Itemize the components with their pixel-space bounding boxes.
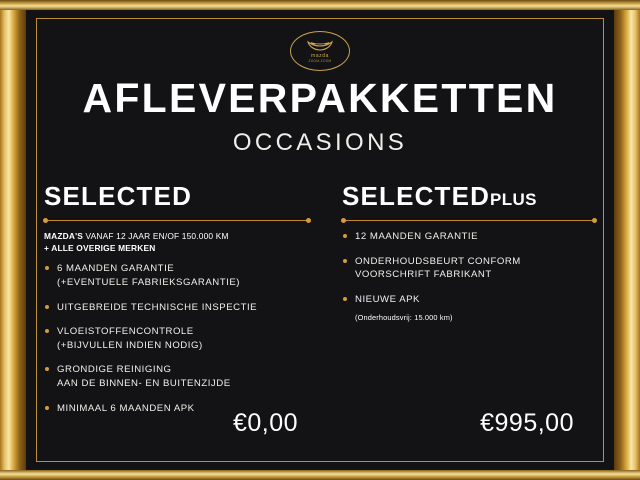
packages-columns: [44, 183, 596, 426]
list-item: [342, 255, 596, 282]
feature-sub: (+EVENTUELE FABRIEKSGARANTIE): [57, 276, 240, 288]
brand-name: mazda: [310, 52, 329, 59]
gold-border-bottom: [0, 470, 640, 480]
bullet-icon: [343, 259, 347, 263]
page-subtitle: OCCASIONS: [232, 129, 408, 156]
mazda-logo-icon: [290, 31, 350, 71]
package-column-selected: [44, 183, 320, 426]
feature-sub: AAN DE BINNEN- EN BUITENZIJDE: [57, 378, 231, 390]
bullet-icon: [343, 297, 347, 301]
bullet-icon: [45, 266, 49, 270]
feature-main: GRONDIGE REINIGING: [57, 364, 172, 376]
list-item: [342, 293, 596, 307]
note-rest: VANAF 12 JAAR EN/OF 150.000 KM: [83, 231, 229, 241]
package-title-selected-plus: [342, 183, 596, 209]
divider-rule-right: [342, 220, 596, 221]
feature-main: 12 MAANDEN GARANTIE: [355, 231, 479, 242]
poster-inner: [26, 10, 614, 470]
feature-main: 6 MAANDEN GARANTIE: [57, 263, 175, 275]
feature-list-selected-plus: [342, 230, 596, 306]
poster-content: [44, 24, 596, 456]
gold-border-top: [0, 0, 640, 10]
rule-dot-right: [592, 218, 597, 223]
bullet-icon: [45, 329, 49, 333]
note-line2: + ALLE OVERIGE MERKEN: [44, 243, 156, 254]
divider-rule-left: [44, 220, 310, 221]
feature-sub: (+BIJVULLEN INDIEN NODIG): [57, 339, 203, 351]
brand-logo: [44, 28, 596, 74]
page-title: AFLEVERPAKKETTEN: [82, 75, 558, 121]
package-title-text: SELECTED: [44, 181, 193, 211]
feature-main: ONDERHOUDSBEURT CONFORM: [355, 255, 521, 267]
price-selected: €0,00: [232, 409, 298, 437]
feature-sub: VOORSCHRIFT FABRIKANT: [355, 269, 492, 281]
rule-dot-left: [341, 218, 346, 223]
bullet-icon: [343, 234, 347, 238]
list-item: [44, 325, 310, 352]
package-title-text: SELECTED: [342, 181, 491, 211]
price-row: [44, 409, 596, 438]
package-title-suffix: PLUS: [490, 190, 537, 209]
price-selected-plus: €995,00: [480, 409, 574, 437]
package-column-selected-plus: [320, 183, 596, 426]
rule-dot-right: [306, 218, 311, 223]
list-item: [44, 301, 310, 315]
gold-border-left: [0, 0, 26, 480]
feature-list-selected: [44, 262, 310, 415]
package-note-selected: [44, 230, 310, 254]
mazda-wings-icon: [307, 39, 333, 53]
list-item: [44, 262, 310, 289]
bullet-icon: [45, 367, 49, 371]
package-fineprint: (Onderhoudsvrij: 15.000 km): [355, 313, 453, 323]
package-title-selected: [44, 183, 310, 209]
note-bold: MAZDA'S: [44, 231, 83, 241]
feature-main: VLOEISTOFFENCONTROLE: [57, 326, 194, 338]
feature-main: NIEUWE APK: [355, 293, 420, 305]
brand-tagline: ZOOM-ZOOM: [308, 59, 332, 64]
feature-main: MINIMAAL 6 MAANDEN APK: [57, 402, 195, 414]
list-item: [342, 230, 596, 244]
rule-dot-left: [43, 218, 48, 223]
bullet-icon: [45, 305, 49, 309]
feature-main: UITGEBREIDE TECHNISCHE INSPECTIE: [57, 301, 258, 313]
list-item: [44, 363, 310, 390]
gold-border-right: [614, 0, 640, 480]
